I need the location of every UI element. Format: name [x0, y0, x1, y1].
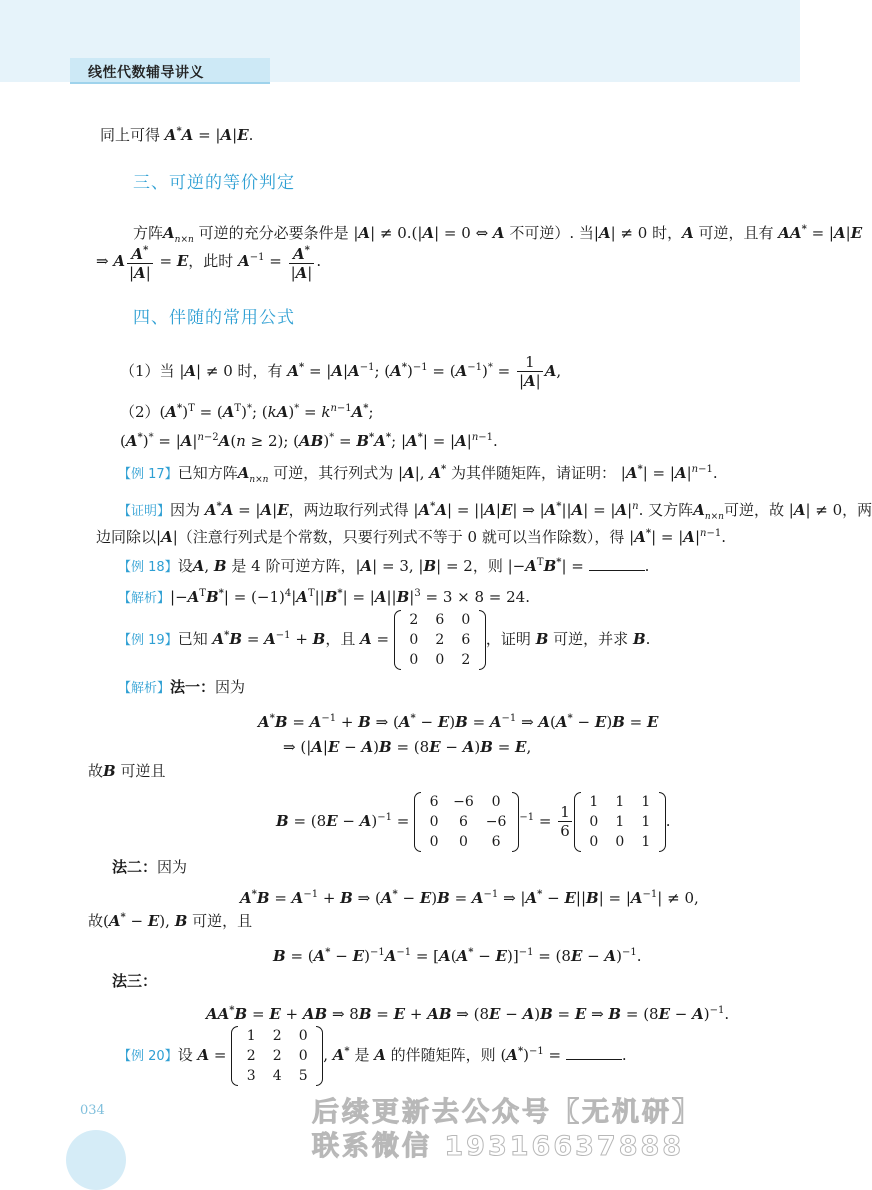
matrix-cell: 2	[272, 1028, 282, 1044]
matrix-cell: 0	[589, 814, 599, 830]
matrix-cell: 6	[461, 632, 471, 648]
matrix-cell: −6	[453, 794, 474, 810]
matrix-cell: 3	[246, 1068, 256, 1084]
formula-2: $(2)(A^*)^T = (A^T)^*$; $(kA)^* = k^{n-1}A^*$;	[120, 403, 374, 421]
corner-decoration	[66, 1130, 126, 1190]
matrix-cell: 6	[491, 834, 501, 850]
matrix-cell: 6	[429, 794, 439, 810]
header-title: 线性代数辅导讲义	[88, 65, 204, 81]
sol19-conclude: 故B 可逆且	[88, 762, 166, 780]
matrix-cell: 2	[461, 652, 471, 668]
example-17: 【例 17】已知方阵$A_{n\times n}$ 可逆，其行列式为 |A|, A* 为其伴随矩阵，请证明： $|A^*| = |A|^{n-1}$.	[118, 464, 718, 485]
sol19-eq3: $B = (8E - A)^{-1}$ = 6 −6 0 0 6 −6 0 0 6 $^{-1}$ = $\frac{1}{6}$ 1 1 1 0 1 1 0 0 1 .	[276, 794, 671, 850]
sol19-gu: 故(A* − E), B 可逆，且	[88, 912, 253, 930]
sol19-eq5: $B = (A^* - E)^{-1}A^{-1} = [A(A^* - E)]^{-1} = (8E - A)^{-1}$.	[273, 947, 642, 965]
s3-line1: 方阵$A_{n\times n}$ 可逆的充分必要条件是 |A| ≠ 0.(|A| = 0 ⇔ A 不可逆）. 当|A| ≠ 0 时，A 可逆，且有 AA* = |A|E	[133, 224, 863, 245]
watermark-line2: 联系微信 19316637888	[312, 1131, 685, 1162]
sol19-eq1: $A^*B = A^{-1} + B$ ⇒ $(A^* - E)B = A^{-1}$ ⇒ A(A* − E)B = E	[258, 713, 659, 731]
matrix-cell: 2	[409, 612, 419, 628]
proof-line1: 【证明】因为 A*A = |A|E，两边取行列式得 |A*A| = ||A|E| ⇒ $|A^*||A| = |A|^n$. 又方阵$A_{n\times n}$可逆，故 |A| ≠ 0，两	[118, 501, 872, 522]
matrix-cell: 2	[246, 1048, 256, 1064]
solution-18: 【解析】$|-A^TB^*| = (-1)^4|A^T||B^*| = |A||B|^3 = 3 \times 8 = 24$.	[118, 588, 530, 606]
matrix-cell: 0	[429, 834, 439, 850]
matrix-cell: 0	[409, 652, 419, 668]
formula-1: （1）当 |A| ≠ 0 时，有 $A^* = |A|A^{-1}$; $(A^*)^{-1} = (A^{-1})^*$ = $\frac{1}{|A|}$ A,	[120, 353, 562, 390]
watermark-line1: 后续更新去公众号【无机研】	[312, 1097, 702, 1128]
proof-line2: 边同除以|A|（注意行列式是个常数，只要行列式不等于 0 就可以当作除数），得 $|A^*| = |A|^{n-1}$.	[96, 528, 726, 546]
matrix-cell: 0	[435, 652, 445, 668]
method-2-head: 法二：因为	[112, 858, 188, 876]
sol19-eq4: $A^*B = A^{-1} + B$ ⇒ $(A^* - E)B = A^{-1}$ ⇒ $|A^* - E||B| = |A^{-1}| \ne 0$,	[240, 889, 699, 907]
matrix-cell: 2	[272, 1048, 282, 1064]
paragraph-same: 同上可得 A*A = |A|E.	[100, 126, 254, 144]
example-19: 【例 19】已知 $A^*B = A^{-1} + B$，且 A = 2 6 0 0 2 6 0 0 2 ，证明 B 可逆，并求 B.	[118, 612, 651, 668]
matrix-cell: 4	[272, 1068, 282, 1084]
matrix-cell: 6	[458, 814, 468, 830]
matrix-ex20	[231, 1026, 323, 1086]
matrix-cell: 0	[491, 794, 501, 810]
matrix-cell: −6	[485, 814, 507, 830]
matrix-cell: 1	[615, 814, 625, 830]
method-3-head: 法三：	[112, 972, 158, 990]
matrix-cell: 0	[409, 632, 419, 648]
matrix-cell: 0	[458, 834, 468, 850]
example-20: 【例 20】设 A = 1 2 0 2 2 0 3 4 5 , A* 是 A 的伴随矩阵，则 $(A^*)^{-1}$ = .	[118, 1028, 627, 1084]
example-18: 【例 18】设A, B 是 4 阶可逆方阵，|A| = 3, |B| = 2，则 $|-A^TB^*|$ = .	[118, 557, 650, 575]
matrix-cell: 0	[615, 834, 625, 850]
sol19-eq2: ⇒ (|A|E − A)B = (8E − A)B = E,	[283, 738, 532, 756]
matrix-cell: 1	[641, 834, 651, 850]
matrix-cell: 0	[298, 1048, 308, 1064]
matrix-cell: 1	[615, 794, 625, 810]
matrix-result	[574, 792, 666, 852]
matrix-cell: 2	[435, 632, 445, 648]
solution-19-head: 【解析】法一：因为	[118, 678, 246, 696]
matrix-cell: 0	[429, 814, 439, 830]
matrix-cell: 6	[435, 612, 445, 628]
matrix-cell: 1	[641, 794, 651, 810]
matrix-cell: 0	[589, 834, 599, 850]
matrix-cell: 1	[641, 814, 651, 830]
matrix-cell: 1	[246, 1028, 256, 1044]
section-title-3: 三、可逆的等价判定	[133, 173, 295, 193]
s3-line2: ⇒ A $\frac{A^*}{|A|}$ = E，此时 $A^{-1}$ = $\frac{A^*}{|A|}$ .	[96, 242, 321, 282]
sol19-eq6: AA*B = E + AB ⇒ 8B = E + AB ⇒ (8E − A)B = E ⇒ $B = (8E - A)^{-1}$.	[206, 1005, 730, 1023]
page-number: 034	[80, 1103, 105, 1118]
matrix-cell: 0	[298, 1028, 308, 1044]
formula-3: $(A^*)^* = |A|^{n-2}A(n \ge 2)$; (AB)* = B*A*; $|A^*| = |A|^{n-1}$.	[120, 432, 498, 450]
matrix-cell: 1	[589, 794, 599, 810]
matrix-ex19	[394, 610, 486, 670]
section-title-4: 四、伴随的常用公式	[133, 308, 295, 328]
matrix-cell: 5	[298, 1068, 308, 1084]
matrix-cell: 0	[461, 612, 471, 628]
matrix-8E-A	[414, 792, 519, 852]
